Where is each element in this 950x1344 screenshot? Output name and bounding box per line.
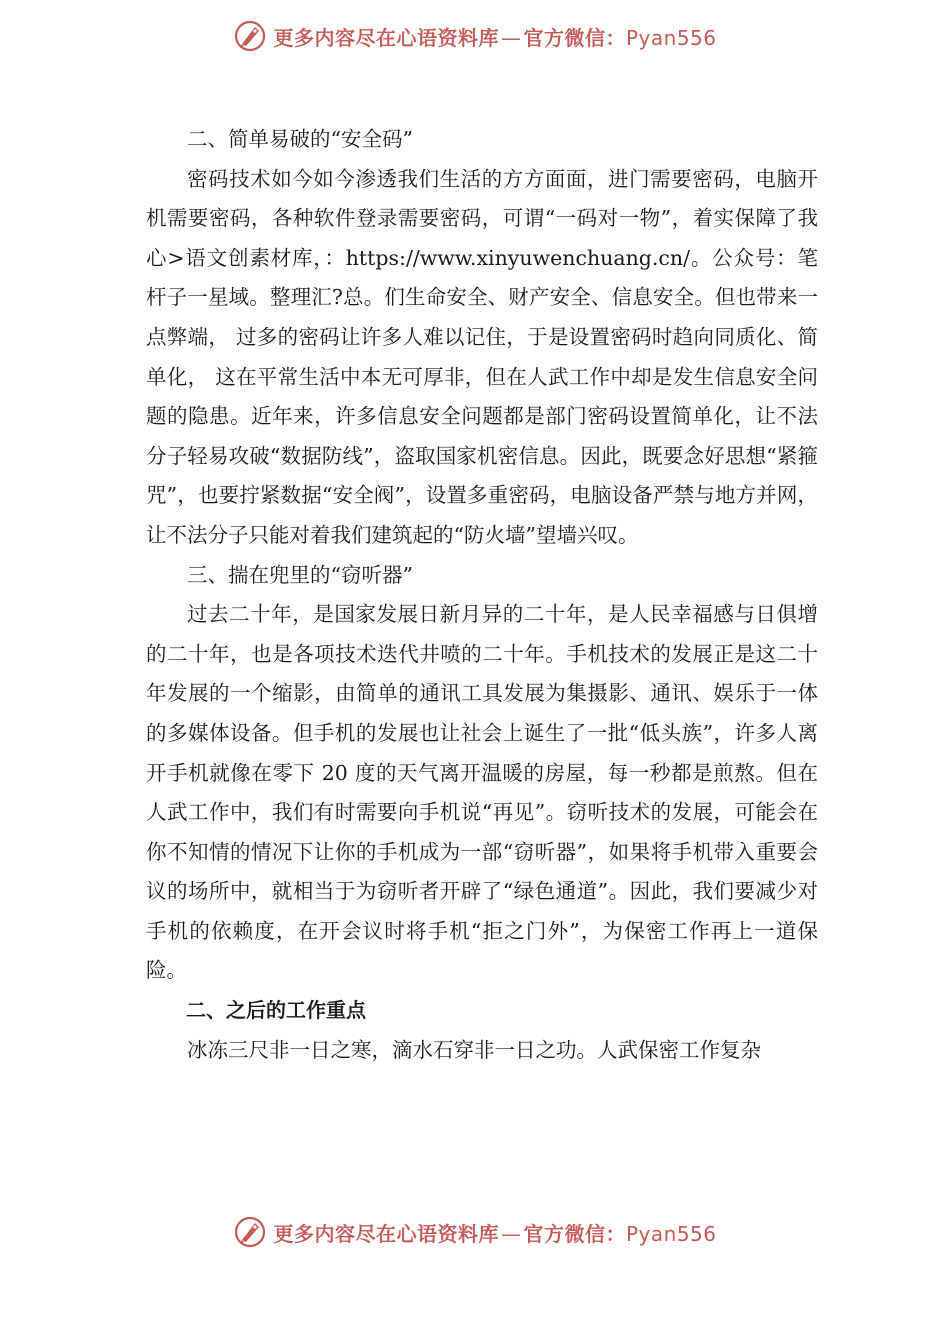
banner-separator: —	[500, 25, 522, 50]
fountain-pen-logo-icon	[233, 19, 267, 53]
banner-separator: —	[500, 1221, 522, 1246]
document-body	[146, 120, 818, 1070]
banner-text	[273, 22, 716, 51]
body-paragraph: 过去二十年，是国家发展日新月异的二十年，是人民幸福感与日俱增的二十年，也是各项技术迭代井喷的二十年。手机技术的发展正是这二十年发展的一个缩影，由简单的通讯工具发展为集摄影、通讯、娱乐于一体的多媒体设备。但手机的发展也让社会上诞生了一批“低头族”，许多人离开手机就像在零下 20 度的天气离开温暖的房屋，每一秒都是煎熬。但在人武工作中，我们有时需要向手机说“再见”。窃听技术的发展，可能会在你不知情的情况下让你的手机成为一部“窃听器”，如果将手机带入重要会议的场所中，就相当于为窃听者开辟了“绿色通道”。因此，我们要减少对手机的依赖度，在开会议时将手机“拒之门外”，为保密工作再上一道保险。	[146, 602, 818, 983]
banner-wechat-id: Pyan556	[625, 1221, 717, 1246]
body-paragraph: 密码技术如今如今渗透我们生活的方方面面，进门需要密码，电脑开机需要密码，各种软件登录需要密码，可谓“一码对一物”，着实保障了我心>语文创素材库，：https://www.xinyuwenchuang.cn/。公众号：笔杆子一星域。整理汇?总。们生命安全、财产安全、信息安全。但也带来一点弊端， 过多的密码让许多人难以记住，于是设置密码时趋向同质化、简单化， 这在平常生活中本无可厚非，但在人武工作中却是发生信息安全问题的隐患。近年来，许多信息安全问题都是部门密码设置简单化，让不法分子轻易攻破“数据防线”，盗取国家机密信息。因此，既要念好思想“紧箍咒”，也要拧紧数据“安全阀”，设置多重密码，电脑设备严禁与地方并网，让不法分子只能对着我们建筑起的“防火墙”望墙兴叹。	[146, 166, 818, 547]
section-heading: 二、简单易破的“安全码”	[187, 127, 413, 151]
section-heading-bold: 二、之后的工作重点	[186, 998, 366, 1023]
body-paragraph: 冰冻三尺非一日之寒，滴水石穿非一日之功。人武保密工作复杂	[187, 1037, 761, 1062]
fountain-pen-logo-icon	[233, 1215, 267, 1249]
banner-text	[273, 1218, 716, 1247]
banner-wechat-label: 官方微信：	[523, 25, 626, 50]
banner-title: 更多内容尽在心语资料库	[273, 25, 499, 50]
banner-title: 更多内容尽在心语资料库	[273, 1221, 499, 1246]
header-banner	[0, 16, 950, 56]
banner-wechat-label: 官方微信：	[523, 1221, 626, 1246]
section-heading: 三、揣在兜里的“窃听器”	[187, 562, 413, 587]
banner-wechat-id: Pyan556	[625, 25, 717, 50]
footer-banner	[0, 1212, 950, 1252]
